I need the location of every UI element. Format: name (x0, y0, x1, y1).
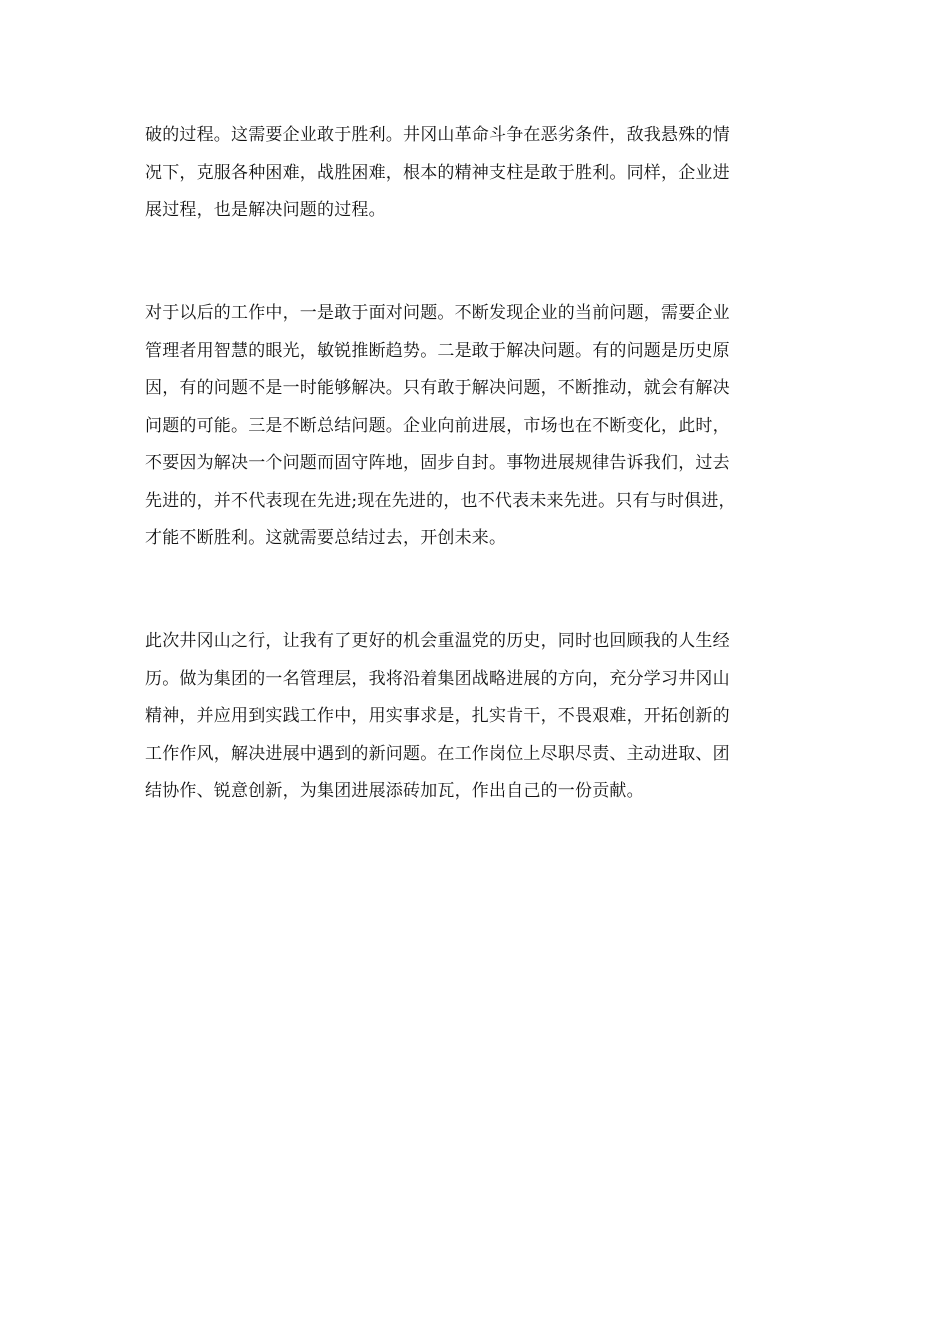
paragraph-line: 问题的可能。三是不断总结问题。企业向前进展，市场也在不断变化，此时， (145, 415, 730, 436)
paragraph-1 (145, 117, 810, 230)
paragraph-line: 况下，克服各种困难，战胜困难，根本的精神支柱是敢于胜利。同样，企业进 (145, 162, 730, 183)
paragraph-line: 此次井冈山之行，让我有了更好的机会重温党的历史，同时也回顾我的人生经 (145, 631, 730, 651)
paragraph-line: 不要因为解决一个问题而固守阵地，固步自封。事物进展规律告诉我们，过去 (145, 453, 730, 473)
paragraph-line: 对于以后的工作中，一是敢于面对问题。不断发现企业的当前问题，需要企业 (145, 303, 730, 323)
paragraph-line: 管理者用智慧的眼光，敏锐推断趋势。二是敢于解决问题。有的问题是历史原 (145, 340, 730, 361)
paragraph-line: 工作作风，解决进展中遇到的新问题。在工作岗位上尽职尽责、主动进取、团 (145, 743, 730, 764)
paragraph-line: 因，有的问题不是一时能够解决。只有敢于解决问题，不断推动，就会有解决 (145, 378, 730, 398)
paragraph-line: 历。做为集团的一名管理层，我将沿着集团战略进展的方向，充分学习井冈山 (145, 668, 730, 689)
paragraph-line: 先进的，并不代表现在先进;现在先进的，也不代表未来先进。只有与时俱进， (145, 490, 736, 511)
paragraph-line: 破的过程。这需要企业敢于胜利。井冈山革命斗争在恶劣条件，敌我悬殊的情 (145, 125, 730, 145)
paragraph-line: 精神，并应用到实践工作中，用实事求是，扎实肯干，不畏艰难，开拓创新的 (145, 706, 730, 726)
paragraph-2 (145, 295, 810, 558)
paragraph-line: 才能不断胜利。这就需要总结过去，开创未来。 (145, 528, 507, 548)
paragraph-line: 结协作、锐意创新，为集团进展添砖加瓦，作出自己的一份贡献。 (145, 781, 644, 801)
paragraph-3 (145, 623, 810, 811)
paragraph-line: 展过程，也是解决问题的过程。 (145, 200, 386, 220)
